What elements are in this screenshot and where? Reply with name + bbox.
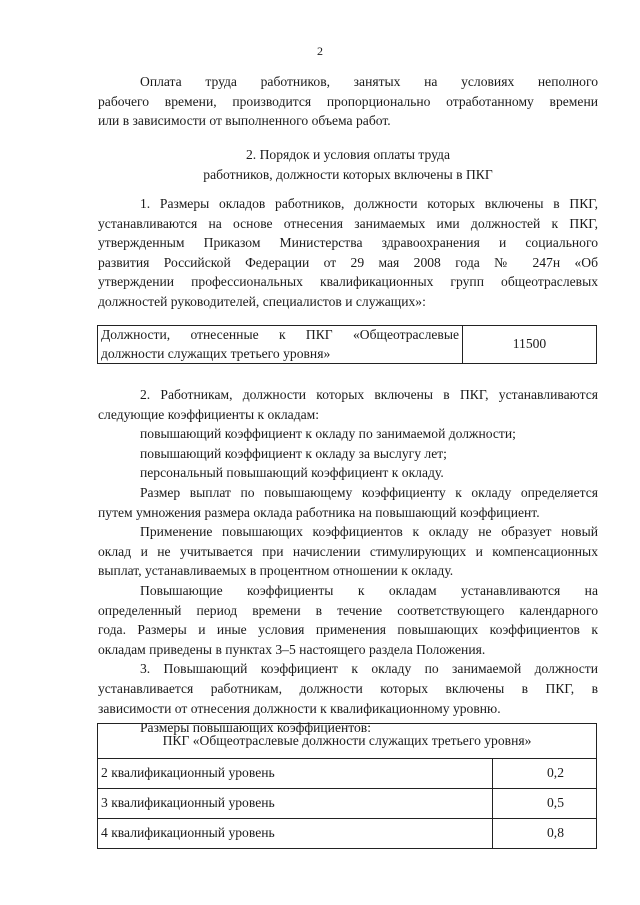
paragraph-1: 1. Размеры окладов работников, должности которых включены в ПКГ, устанавливаются на основе отнесения занимаемых ими должностей к ПКГ, утвержденным Приказом Министерства здравоохранения и социального развития Российской Федерации от 29 мая 2008 года № 247н «Об утверждении профессиональных квалификационных групп общеотраслевых должностей руководителей, специалистов и служащих»: <box>98 196 598 309</box>
level-cell: 4 квалификационный уровень <box>98 819 493 849</box>
salary-value-cell: 11500 <box>463 326 597 364</box>
section-title: 2. Порядок и условия оплаты труда работников, должности которых включены в ПКГ <box>203 147 493 182</box>
table-header-row <box>98 724 597 759</box>
table-header: ПКГ «Общеотраслевые должности служащих третьего уровня» <box>98 724 597 759</box>
table-row <box>98 326 597 364</box>
coefficient-cell: 0,8 <box>493 819 597 849</box>
table-row <box>98 819 597 849</box>
list-item: повышающий коэффициент к окладу за выслугу лет; <box>140 445 447 461</box>
position-group-cell: Должности, отнесенные к ПКГ «Общеотраслевые должности служащих третьего уровня» <box>98 326 463 364</box>
page-number: 2 <box>317 44 323 58</box>
coefficient-cell: 0,2 <box>493 759 597 789</box>
paragraph-intro: Оплата труда работников, занятых на условиях неполного рабочего времени, производится пропорционально отработанному времени или в зависимости от выполненного объема работ. <box>98 74 598 129</box>
level-cell: 2 квалификационный уровень <box>98 759 493 789</box>
coefficient-table <box>97 723 597 849</box>
coefficient-cell: 0,5 <box>493 789 597 819</box>
table-row <box>98 759 597 789</box>
list-item: персональный повышающий коэффициент к окладу. <box>140 465 444 481</box>
paragraph-2: 2. Работникам, должности которых включены в ПКГ, устанавливаются следующие коэффициенты к окладам: повышающий коэффициент к окладу по занимаемой должности; повышающий коэффициент к окладу за выслугу лет; персональный повышающий коэффициент к окладу. Размер выплат по повышающему коэффициенту к окладу определяется путем умножения размера оклада работника на повышающий коэффициент. Применение повышающих коэффициентов к окладу не образует новый оклад и не учитывается при начислении стимулирующих и компенсационных выплат, устанавливаемых в процентном отношении к окладу. Повышающие коэффициенты к окладам устанавливаются на определенный период времени в течение соответствующего календарного года. Размеры и иные условия применения повышающих коэффициентов к окладам приведены в пунктах 3–5 настоящего раздела Положения. 3. Повышающий коэффициент к окладу по занимаемой должности устанавливается работникам, должности которых включены в ПКГ, в зависимости от отнесения должности к квалификационному уровню. Размеры повышающих коэффициентов: <box>98 387 598 736</box>
level-cell: 3 квалификационный уровень <box>98 789 493 819</box>
list-item: повышающий коэффициент к окладу по занимаемой должности; <box>140 426 516 442</box>
table-row <box>98 789 597 819</box>
salary-table <box>97 325 597 364</box>
